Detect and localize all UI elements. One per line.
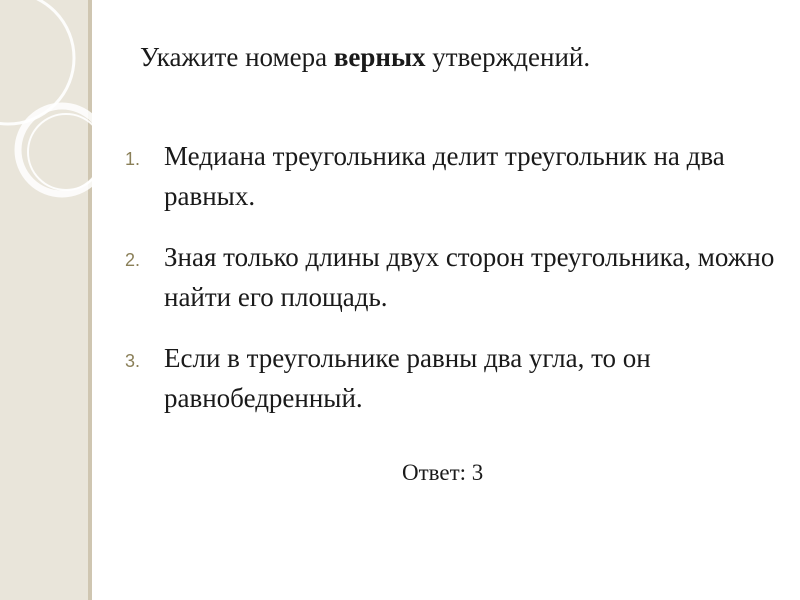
title-text-after: утверждений.	[425, 42, 591, 72]
statement-text: Если в треугольнике равны два угла, то он равнобедренный.	[164, 343, 651, 413]
decorative-circles	[0, 0, 110, 240]
statement-number: 2.	[125, 250, 141, 270]
statement-number: 3.	[125, 351, 141, 371]
statements-list	[125, 136, 785, 439]
statement-item	[125, 136, 785, 216]
statement-text: Медиана треугольника делит треугольник на два равных.	[164, 141, 725, 211]
decor-circle-small	[28, 114, 104, 190]
answer-text: Ответ: 3	[402, 460, 484, 485]
title-bold-word: верных	[333, 42, 426, 72]
statement-number: 1.	[125, 149, 141, 169]
slide-title	[140, 42, 590, 73]
statement-item	[125, 338, 785, 418]
decor-circle-medium	[18, 106, 106, 194]
title-text-before: Укажите номера	[140, 42, 334, 72]
statement-item	[125, 237, 785, 317]
statement-text: Зная только длины двух сторон треугольника, можно найти его площадь.	[164, 242, 775, 312]
